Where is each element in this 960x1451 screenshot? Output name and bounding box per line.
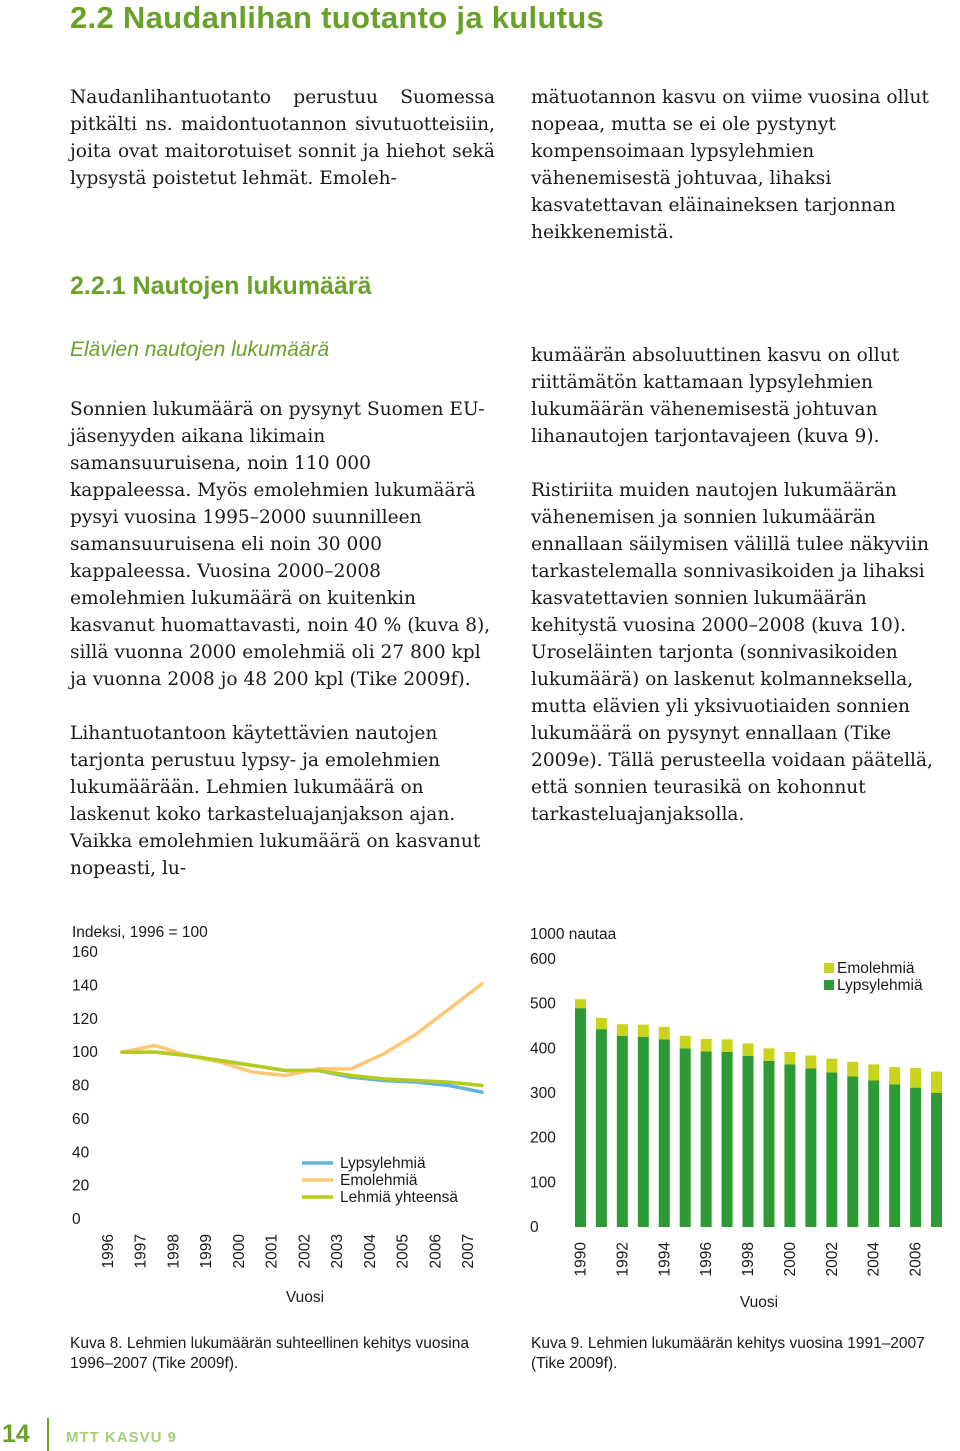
chart-9-legend-swatch <box>824 963 834 973</box>
chart-9-bar-segment <box>701 1039 712 1052</box>
chart-9-legend-label: Lypsylehmiä <box>837 977 923 994</box>
chart-9-y-axis-label: 1000 nautaa <box>530 926 617 943</box>
chart-9-bar-segment <box>910 1088 921 1227</box>
chart-9-bar-segment <box>931 1072 942 1093</box>
intro-left-text: Naudanlihantuotanto perustuu Suomessa pitkälti ns. maidontuotannon sivutuotteisiin, joita ovat maitorotuiset sonnit ja hiehot sekä lypsystä poistetut lehmät. Emoleh- <box>70 87 495 189</box>
chart-9-bar-segment <box>805 1055 816 1068</box>
footer-divider <box>47 1418 49 1451</box>
chart-9-legend-swatch <box>824 980 834 990</box>
chart-9-bar-segment <box>805 1068 816 1227</box>
chart-9-bar-segment <box>763 1048 774 1061</box>
publication-name: MTT KASVU 9 <box>66 1429 178 1446</box>
chart-8-x-tick-label: 2004 <box>361 1234 379 1269</box>
chart-8-series-line <box>122 1052 482 1085</box>
chart-8-x-tick-label: 1999 <box>198 1234 216 1269</box>
chart-9-y-tick-label: 0 <box>530 1219 539 1236</box>
figure-9-caption: Kuva 9. Lehmien lukumäärän kehitys vuosina 1991–2007 (Tike 2009f). <box>531 1335 925 1372</box>
chart-9-x-tick-label: 1990 <box>572 1242 590 1277</box>
chart-9-bar-segment <box>701 1051 712 1227</box>
chart-9-x-tick-label: 1996 <box>698 1242 716 1277</box>
body-left-column <box>70 396 495 909</box>
chart-9-x-tick-label: 1992 <box>614 1242 632 1277</box>
section-title: 2.2.1 Nautojen lukumäärä <box>70 272 372 300</box>
chart-9-bar-segment <box>680 1048 691 1227</box>
chart-8-x-tick-label: 2003 <box>329 1234 347 1269</box>
chart-9-bar-segment <box>638 1037 649 1227</box>
subsection-title: Elävien nautojen lukumäärä <box>70 338 330 361</box>
chart-9-bar-segment <box>722 1052 733 1227</box>
chart-8-y-tick-label: 100 <box>72 1044 98 1062</box>
chart-8-y-tick-label: 0 <box>72 1211 81 1228</box>
chart-9-x-tick-label: 2006 <box>907 1242 925 1277</box>
body-right-column <box>531 342 956 855</box>
chart-9-bar-segment <box>910 1068 921 1088</box>
chart-9-bar-segment <box>847 1076 858 1227</box>
body-right-paragraph-1: kumäärän absoluuttinen kasvu on ollut riittämätön kattamaan lypsylehmien lukumäärän vähenemisestä johtuvan lihanautojen tarjontavajeen (kuva 9). <box>531 345 900 447</box>
stacked-bar-chart-figure-9 <box>520 915 950 1315</box>
chart-9-bar-segment <box>784 1064 795 1227</box>
chart-8-y-tick-label: 160 <box>72 944 98 961</box>
chart-9-bar-segment <box>575 999 586 1008</box>
chart-8-y-tick-label: 40 <box>72 1144 90 1162</box>
chart-8-y-axis-label: Indeksi, 1996 = 100 <box>72 924 208 941</box>
chart-8-x-tick-label: 2000 <box>230 1234 248 1269</box>
line-chart-figure-8 <box>60 915 490 1315</box>
chart-9-bar-segment <box>763 1061 774 1227</box>
chart-9-bar-segment <box>868 1064 879 1080</box>
chart-8-x-tick-label: 1998 <box>165 1234 183 1269</box>
chapter-heading: 2.2 Naudanlihan tuotanto ja kulutus <box>70 0 605 35</box>
chart-9-y-tick-label: 600 <box>530 951 556 968</box>
chart-8-y-tick-label: 20 <box>72 1177 90 1195</box>
chart-9-bar-segment <box>826 1059 837 1073</box>
chart-9-x-tick-label: 2000 <box>781 1242 799 1277</box>
chart-9-bar-segment <box>743 1043 754 1056</box>
chart-9-y-tick-label: 200 <box>530 1129 556 1147</box>
chart-9-bar-segment <box>847 1062 858 1077</box>
chart-8-y-tick-label: 140 <box>72 977 98 995</box>
chart-8-x-tick-label: 2001 <box>263 1234 281 1269</box>
chart-8-x-tick-label: 2007 <box>460 1234 477 1269</box>
chart-9-bar-segment <box>617 1024 628 1036</box>
chart-9-bar-segment <box>659 1039 670 1227</box>
chart-9-y-tick-label: 400 <box>530 1040 556 1058</box>
chart-9-bar-segment <box>868 1080 879 1227</box>
chart-9-bar-segment <box>743 1056 754 1227</box>
body-left-paragraph-1: Sonnien lukumäärä on pysynyt Suomen EU-jäsenyyden aikana likimain samansuuruisena, noin 110 000 kappaleessa. Myös emolehmien lukumäärä pysyi vuosina 1995–2000 suunnilleen samansuuruisena eli noin 30 000 kappaleessa. Vuosina 2000–2008 emolehmien lukumäärä on kuitenkin kasvanut huomattavasti, noin 40 % (kuva 8), sillä vuonna 2000 emolehmiä oli 27 800 kpl ja vuonna 2008 jo 48 200 kpl (Tike 2009f). <box>70 399 491 690</box>
chart-8-x-tick-label: 1996 <box>100 1234 117 1269</box>
chart-9-bar-segment <box>680 1036 691 1049</box>
chart-9-bar-segment <box>596 1029 607 1227</box>
body-left-paragraph-2: Lihantuotantoon käytettävien nautojen tarjonta perustuu lypsy- ja emolehmien lukumäärään. Lehmien lukumäärä on laskenut koko tarkasteluajanjakson ajan. Vaikka emolehmien lukumäärä on kasvanut nopeasti, lu- <box>70 723 481 879</box>
chart-9-bar-segment <box>784 1052 795 1065</box>
chart-9-y-tick-label: 500 <box>530 995 556 1013</box>
chart-9-bar-segment <box>596 1018 607 1029</box>
chart-8-y-tick-label: 80 <box>72 1077 90 1095</box>
chart-9-bar-segment <box>659 1027 670 1040</box>
chart-9-bar-segment <box>638 1025 649 1037</box>
chart-9-legend-label: Emolehmiä <box>837 960 915 977</box>
chart-8-series-line <box>122 984 482 1076</box>
chart-8-y-tick-label: 120 <box>72 1010 98 1028</box>
chart-8-x-tick-label: 2006 <box>427 1234 445 1269</box>
chart-9-y-tick-label: 100 <box>530 1174 556 1192</box>
chart-9-bar-segment <box>826 1072 837 1227</box>
page-number: 14 <box>2 1420 30 1448</box>
chart-8-y-tick-label: 60 <box>72 1110 90 1128</box>
chart-8-x-axis-label: Vuosi <box>285 1289 325 1306</box>
chart-9-bar-segment <box>931 1093 942 1227</box>
chart-8-x-tick-label: 1997 <box>132 1234 150 1269</box>
chart-9-x-tick-label: 1994 <box>656 1242 674 1277</box>
chart-9-bar-segment <box>889 1085 900 1227</box>
chart-9-x-axis-label: Vuosi <box>739 1294 779 1311</box>
chart-9-x-tick-label: 2002 <box>823 1242 841 1277</box>
chart-8-x-tick-label: 2005 <box>394 1234 412 1269</box>
chart-8-legend-label: Emolehmiä <box>340 1172 418 1189</box>
intro-right-column <box>531 84 956 273</box>
chart-9-bar-segment <box>617 1036 628 1227</box>
intro-left-column <box>70 84 495 219</box>
figure-8-caption: Kuva 8. Lehmien lukumäärän suhteellinen kehitys vuosina 1996–2007 (Tike 2009f). <box>70 1335 469 1372</box>
chart-9-bar-segment <box>889 1067 900 1084</box>
chart-8-x-tick-label: 2002 <box>296 1234 314 1269</box>
chart-9-y-tick-label: 300 <box>530 1085 556 1102</box>
chart-8-legend-label: Lehmiä yhteensä <box>340 1189 459 1206</box>
chart-9-x-tick-label: 1998 <box>740 1242 758 1277</box>
chart-8-legend-label: Lypsylehmiä <box>340 1155 426 1172</box>
intro-right-text: mätuotannon kasvu on viime vuosina ollut nopeaa, mutta se ei ole pystynyt kompensoimaan lypsylehmien vähenemisestä johtuvaa, lihaksi kasvatettavan eläinaineksen tarjonnan heikkenemistä. <box>531 87 929 243</box>
chart-9-bar-segment <box>722 1039 733 1052</box>
chart-9-x-tick-label: 2004 <box>865 1242 883 1277</box>
chart-9-bar-segment <box>575 1008 586 1227</box>
body-right-paragraph-2: Ristiriita muiden nautojen lukumäärän vähenemisen ja sonnien lukumäärän ennallaan säilymisen välillä tulee näkyviin tarkastelemalla sonnivasikoiden ja lihaksi kasvatettavien sonnien lukumäärän kehitystä vuosina 2000–2008 (kuva 10). Uroseläinten tarjonta (sonnivasikoiden lukumäärä) on laskenut kolmanneksella, mutta elävien yli yksivuotiaiden sonnien lukumäärä on pysynyt ennallaan (Tike 2009e). Tällä perusteella voidaan päätellä, että sonnien teurasikä on kohonnut tarkasteluajanjaksolla. <box>531 480 933 825</box>
